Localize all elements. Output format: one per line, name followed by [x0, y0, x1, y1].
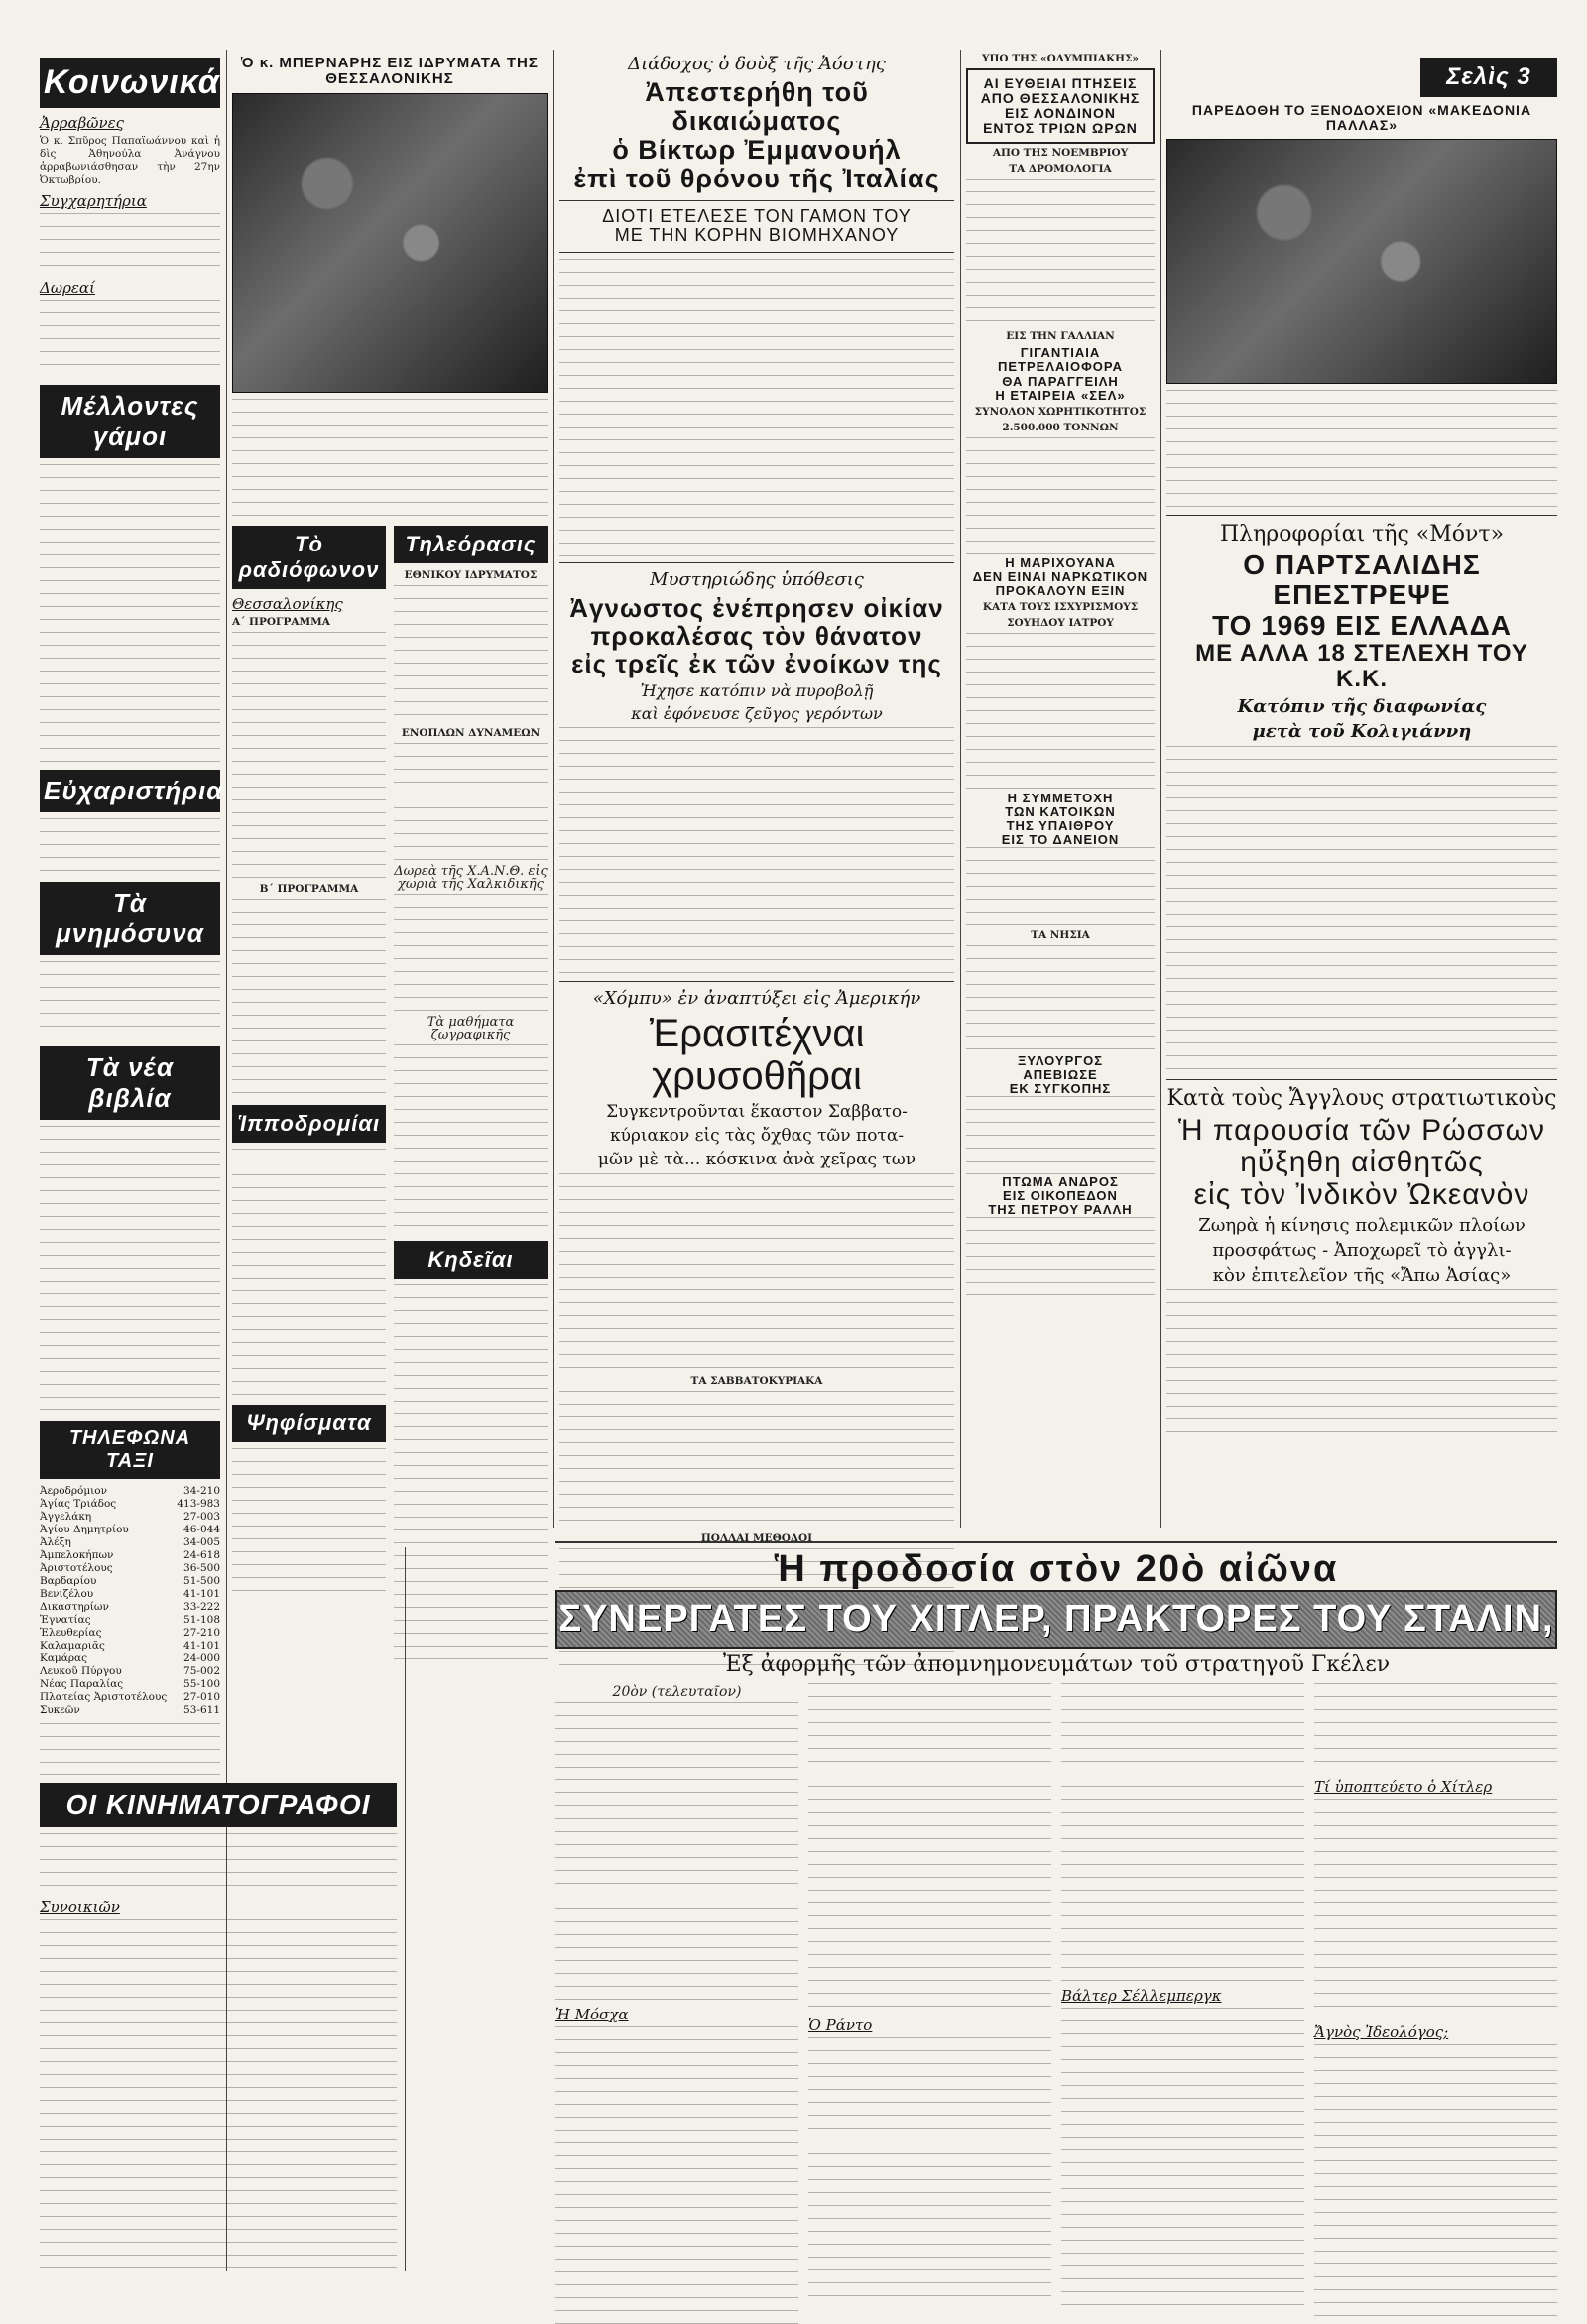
- taxi-stand-name: Ἀλέξη: [40, 1536, 71, 1548]
- taxi-stand-name: Ἀμπελοκήπων: [40, 1549, 114, 1561]
- fifth-column: [1166, 50, 1557, 1528]
- agnos-ideologos: Ἄγνὸς Ἰδεολόγος;: [1314, 2023, 1449, 2042]
- text-block: [1314, 2044, 1557, 2322]
- text-block: [1314, 1683, 1557, 1773]
- text-block: [966, 1096, 1155, 1175]
- hobby-kicker: «Χόμπυ» ἐν ἀναπτύξει εἰς Ἀμερικήν: [592, 987, 921, 1009]
- taxi-stand-number: 46-044: [183, 1524, 220, 1535]
- text-block: [40, 961, 220, 1039]
- taxi-stand-number: 53-611: [183, 1704, 220, 1716]
- makedonia-pallas-headline: ΠΑΡΕΔΟΘΗ ΤΟ ΞΕΝΟΔΟΧΕΙΟΝ «ΜΑΚΕΔΟΝΙΑ ΠΑΛΛΑΣ»: [1191, 102, 1532, 134]
- text-block: [1166, 390, 1557, 509]
- apo-noemvriou: ΑΠΟ ΤΗΣ ΝΟΕΜΒΡΙΟΥ: [992, 147, 1129, 160]
- bernaris-headline: Ὁ κ. ΜΠΕΡΝΑΡΗΣ ΕΙΣ ΙΔΡΥΜΑΤΑ ΤΗΣ ΘΕΣΣΑΛΟΝΙΚΗΣ: [241, 55, 539, 88]
- text-block: [559, 727, 954, 975]
- angloi-sub-2: προσφάτως - Ἀποχωρεῖ τὸ ἀγγλι-: [1212, 1239, 1512, 1261]
- doreai-title: Δωρεαί: [40, 279, 95, 297]
- taxi-stand-number: 33-222: [183, 1601, 220, 1613]
- sabbatokyriaka-subhead: ΤΑ ΣΑΒΒΑΤΟΚΥΡΙΑΚΑ: [690, 1375, 823, 1388]
- text-block: [559, 259, 954, 556]
- flights-line-3: ΕΙΣ ΛΟΝΔΙΝΟΝ: [1004, 105, 1117, 122]
- taxi-phone-row: [40, 1562, 220, 1575]
- mont-sub-2: μετὰ τοῦ Κολιγιάννη: [1252, 720, 1472, 742]
- taxi-phone-row: [40, 1485, 220, 1498]
- taxi-phone-row: [40, 1652, 220, 1665]
- flights-line-1: ΑΙ ΕΥΘΕΙΑΙ ΠΤΗΣΕΙΣ: [983, 75, 1138, 91]
- taxi-stand-name: Δικαστηρίων: [40, 1601, 109, 1613]
- taxi-phone-row: [40, 1549, 220, 1562]
- mystery-sub-2: καὶ ἐφόνευσε ζεῦγος γερόντων: [631, 703, 883, 723]
- taxi-stand-number: 27-003: [183, 1511, 220, 1523]
- ippodromies-banner: Ἱπποδρομίαι: [232, 1105, 386, 1143]
- ta-nisia: ΤΑ ΝΗΣΙΑ: [1031, 928, 1090, 941]
- hobby-sub-3: μῶν μὲ τὰ... κόσκινα ἀνὰ χεῖρας των: [597, 1150, 916, 1170]
- souidou: ΣΟΥΗΔΟΥ ΙΑΤΡΟΥ: [1007, 616, 1114, 629]
- taxi-phone-row: [40, 1498, 220, 1511]
- fourth-column: [966, 50, 1155, 1528]
- marichouana-2: ΔΕΝ ΕΙΝΑΙ ΝΑΡΚΩΤΙΚΟΝ: [972, 568, 1149, 584]
- taxi-phone-row: [40, 1575, 220, 1588]
- taxi-phone-row: [40, 1524, 220, 1536]
- taxi-stand-name: Συκεῶν: [40, 1704, 80, 1716]
- mosxa-subtitle: Ἡ Μόσχα: [555, 2006, 629, 2024]
- text-block: [966, 945, 1155, 1054]
- taxi-stand-name: Ἀγγελάκη: [40, 1511, 92, 1523]
- hitler-question: Τί ὑποπτεύετο ὁ Χίτλερ: [1314, 1778, 1493, 1797]
- angloi-headline-1: Ἡ παρουσία τῶν Ρώσσων: [1177, 1113, 1546, 1147]
- second-column: [232, 50, 548, 1775]
- text-block: [232, 1149, 386, 1397]
- text-block: [1061, 1683, 1304, 1981]
- episode-label: 20ὸν (τελευταῖον): [612, 1684, 742, 1701]
- arravones-title: Ἀρραβῶνες: [40, 114, 125, 132]
- mystery-sub-1: Ἠχησε κατόπιν νὰ πυροβολῇ: [640, 680, 874, 700]
- taxi-stand-name: Ἐγνατίας: [40, 1614, 91, 1626]
- mystery-headline-1: Ἀγνωστος ἐνέπρησεν οἰκίαν: [569, 592, 944, 623]
- text-block: [40, 300, 220, 377]
- mystery-headline-3: εἰς τρεῖς ἐκ τῶν ἐνοίκων της: [571, 648, 942, 678]
- victor-subhead-1: ΔΙΟΤΙ ΕΤΕΛΕΣΕ ΤΟΝ ΓΑΜΟΝ ΤΟΥ: [602, 205, 912, 226]
- mellontes-gamoi-banner: Μέλλοντες γάμοι: [40, 385, 220, 458]
- victor-headline-3: ἐπὶ τοῦ θρόνου τῆς Ἰταλίας: [573, 164, 940, 194]
- text-block: [1314, 1799, 1557, 2018]
- rado-subtitle: Ὁ Ράντο: [808, 2017, 873, 2035]
- kicker-aosta: Διάδοχος ὁ δοὺξ τῆς Ἀόστης: [628, 54, 886, 74]
- taxi-stand-number: 41-101: [183, 1588, 220, 1600]
- text-block: [40, 213, 220, 273]
- text-block: [40, 1833, 397, 1893]
- prodosia-feature: [555, 1535, 1557, 2324]
- text-block: [232, 399, 548, 518]
- radio-banner: Τὸ ραδιόφωνον: [232, 526, 386, 589]
- flights-line-4: ΕΝΤΟΣ ΤΡΙΩΝ ΩΡΩΝ: [983, 120, 1138, 137]
- mont-headline-1: Ο ΠΑΡΤΣΑΛΙΔΗΣ ΕΠΕΣΤΡΕΨΕ: [1243, 550, 1481, 611]
- taxi-stand-number: 27-210: [183, 1627, 220, 1639]
- dorea-xano: Δωρεὰ τῆς Χ.Α.Ν.Θ. εἰς χωριὰ τῆς Χαλκιδικῆς: [394, 864, 548, 893]
- symmetochi-1: Η ΣΥΜΜΕΤΟΧΗ: [1007, 790, 1114, 805]
- mont-kicker: Πληροφορίαι τῆς «Μόντ»: [1219, 522, 1505, 548]
- text-block: [966, 1217, 1155, 1306]
- marichouana-3: ΠΡΟΚΑΛΟΥΝ ΕΞΙΝ: [995, 582, 1126, 598]
- text-block: [1166, 746, 1557, 1073]
- programma-a: Α΄ ΠΡΟΓΡΑΜΜΑ: [232, 616, 330, 629]
- angloi-kicker: Κατὰ τοὺς Ἄγγλους στρατιωτικοὺς: [1166, 1085, 1557, 1111]
- galia-label: ΕΙΣ ΤΗΝ ΓΑΛΛΙΑΝ: [1006, 330, 1115, 343]
- olympiakis-label: ΥΠΟ ΤΗΣ «ΟΛΥΜΠΙΑΚΗΣ»: [981, 53, 1139, 64]
- third-column: [559, 50, 954, 1545]
- tilefona-taxi-banner: ΤΗΛΕΦΩΝΑ ΤΑΞΙ: [40, 1421, 220, 1479]
- symmetochi-2: ΤΩΝ ΚΑΤΟΙΚΩΝ: [1005, 803, 1116, 819]
- gigantiaia-4: Η ΕΤΑΙΡΕΙΑ «ΣΕΛ»: [995, 387, 1126, 403]
- makedonia-pallas-photo: [1166, 139, 1557, 384]
- taxi-phone-list: [40, 1485, 220, 1717]
- text-block: [966, 437, 1155, 556]
- text-block: [555, 2026, 798, 2324]
- text-block: [1061, 2008, 1304, 2305]
- mont-sub-1: Κατόπιν τῆς διαφωνίας: [1237, 695, 1487, 717]
- flights-line-2: ΑΠΟ ΘΕΣΣΑΛΟΝΙΚΗΣ: [980, 90, 1141, 107]
- ptoma-1: ΠΤΩΜΑ ΑΝΔΡΟΣ: [1002, 1173, 1119, 1189]
- taxi-stand-number: 41-101: [183, 1640, 220, 1651]
- synoikion-title: Συνοικιῶν: [40, 1898, 120, 1916]
- taxi-stand-name: Ἀεροδρόμιον: [40, 1485, 107, 1497]
- text-block: [40, 1919, 397, 2276]
- ethnikou-idrymatos: ΕΘΝΙΚΟΥ ΙΔΡΥΜΑΤΟΣ: [404, 569, 538, 582]
- mont-headline-3: ΜΕ ΑΛΛΑ 18 ΣΤΕΛΕΧΗ ΤΟΥ Κ.Κ.: [1195, 639, 1528, 692]
- thessaloniki-subtitle: Θεσσαλονίκης: [232, 595, 343, 614]
- polloi-methodoi-subhead: ΠΟΛΛΑΙ ΜΕΘΟΔΟΙ: [700, 1532, 813, 1545]
- prodosia-grey-banner: ΣΥΝΕΡΓΑΤΕΣ ΤΟΥ ΧΙΤΛΕΡ, ΠΡΑΚΤΟΡΕΣ ΤΟΥ ΣΤΑΛΙΝ,: [555, 1590, 1557, 1649]
- cinema-section: [40, 1775, 397, 2276]
- mnimosyna-banner: Τὰ μνημόσυνα: [40, 882, 220, 955]
- bernaris-photo: [232, 93, 548, 393]
- text-block: [394, 585, 548, 724]
- text-block: [808, 1683, 1051, 2011]
- kideia-banner: Κηδεῖαι: [394, 1241, 548, 1279]
- hobby-sub-2: κύριακον εἰς τὰς ὄχθας τῶν ποτα-: [609, 1126, 905, 1147]
- taxi-stand-number: 55-100: [183, 1678, 220, 1690]
- victor-headline-2: ὁ Βίκτωρ Ἐμμανουήλ: [612, 135, 902, 166]
- kinimatografoi-banner: ΟΙ ΚΙΝΗΜΑΤΟΓΡΑΦΟΙ: [40, 1783, 397, 1827]
- text-block: [808, 2037, 1051, 2305]
- flights-box: [966, 68, 1155, 144]
- taxi-phone-row: [40, 1511, 220, 1524]
- taxi-stand-name: Ἐλευθερίας: [40, 1627, 102, 1639]
- angloi-headline-2: ηὔξηθη αἰσθητῶς: [1240, 1146, 1484, 1179]
- marichouana-1: Η ΜΑΡΙΧΟΥΑΝΑ: [1005, 554, 1116, 570]
- taxi-stand-number: 27-010: [183, 1691, 220, 1703]
- text-block: [394, 1284, 548, 1671]
- taxi-phone-row: [40, 1691, 220, 1704]
- text-block: [232, 632, 386, 880]
- prodosia-title: Ἡ προδοσία στὸν 20ὸ αἰῶνα: [774, 1548, 1339, 1590]
- symmetochi-4: ΕΙΣ ΤΟ ΔΑΝΕΙΟΝ: [1001, 831, 1120, 847]
- angloi-sub-3: κὸν ἐπιτελεῖον τῆς «Ἄπω Ἀσίας»: [1212, 1264, 1512, 1285]
- victor-headline-1: Ἀπεστερήθη τοῦ δικαιώματος: [645, 77, 869, 137]
- xyloyrgos-3: ΕΚ ΣΥΓΚΟΠΗΣ: [1009, 1080, 1112, 1096]
- hobby-headline: Ἐρασιτέχναι χρυσοθῆραι: [649, 1011, 865, 1098]
- victor-subhead-2: ΜΕ ΤΗΝ ΚΟΡΗΝ ΒΙΟΜΗΧΑΝΟΥ: [614, 225, 900, 246]
- gigantiaia-3: ΘΑ ΠΑΡΑΓΓΕΙΛΗ: [1002, 373, 1119, 389]
- text-block: [40, 1126, 220, 1413]
- kata-tous: ΚΑΤΑ ΤΟΥΣ ΙΣΧΥΡΙΣΜΟΥΣ: [982, 600, 1139, 613]
- text-block: [232, 1448, 386, 1597]
- text-block: [40, 818, 220, 874]
- taxi-phone-row: [40, 1536, 220, 1549]
- sygcharitiria-title: Συγχαρητήρια: [40, 192, 147, 210]
- taxi-phone-row: [40, 1640, 220, 1652]
- symmetochi-3: ΤΗΣ ΥΠΑΙΘΡΟΥ: [1006, 817, 1115, 833]
- taxi-stand-name: Καλαμαριᾶς: [40, 1640, 105, 1651]
- taxi-stand-name: Καμάρας: [40, 1652, 87, 1664]
- mont-headline-2: ΤΟ 1969 ΕΙΣ ΕΛΛΑΔΑ: [1212, 609, 1512, 641]
- taxi-stand-name: Βαρδαρίου: [40, 1575, 97, 1587]
- programma-b: Β΄ ΠΡΟΓΡΑΜΜΑ: [259, 883, 359, 896]
- taxi-stand-number: 24-618: [183, 1549, 220, 1561]
- taxi-stand-name: Νέας Παραλίας: [40, 1678, 124, 1690]
- ptoma-3: ΤΗΣ ΠΕΤΡΟΥ ΡΑΛΛΗ: [988, 1201, 1133, 1217]
- ptoma-2: ΕΙΣ ΟΙΚΟΠΕΔΟΝ: [1003, 1187, 1118, 1203]
- text-block: [966, 633, 1155, 792]
- taxi-stand-number: 51-108: [183, 1614, 220, 1626]
- tonnoi: 2.500.000 ΤΟΝΝΩΝ: [1002, 421, 1119, 433]
- xyloyrgos-2: ΑΠΕΒΙΩΣΕ: [1023, 1066, 1098, 1082]
- xyloyrgos-1: ΞΥΛΟΥΡΓΟΣ: [1018, 1052, 1103, 1068]
- taxi-phone-row: [40, 1601, 220, 1614]
- taxi-stand-number: 24-000: [183, 1652, 220, 1664]
- dromologia: ΤΑ ΔΡΟΜΟΛΟΓΙΑ: [1009, 163, 1112, 176]
- taxi-phone-row: [40, 1627, 220, 1640]
- taxi-stand-number: 34-005: [183, 1536, 220, 1548]
- nea-vivlia-banner: Τὰ νέα βιβλία: [40, 1046, 220, 1120]
- taxi-stand-number: 413-983: [177, 1498, 220, 1510]
- text-block: [40, 464, 220, 762]
- psifismata-banner: Ψηφίσματα: [232, 1405, 386, 1442]
- koinonika-banner: Κοινωνικά: [40, 58, 220, 108]
- taxi-stand-number: 51-500: [183, 1575, 220, 1587]
- taxi-stand-name: Ἁγίας Τριάδος: [40, 1498, 117, 1510]
- text-block: [966, 179, 1155, 327]
- text-block: [559, 1391, 954, 1529]
- mathimata: Τὰ μαθήματα ζωγραφικῆς: [427, 1015, 515, 1043]
- taxi-stand-name: Ἀριστοτέλους: [40, 1562, 113, 1574]
- taxi-stand-number: 34-210: [183, 1485, 220, 1497]
- taxi-stand-name: Πλατείας Ἀριστοτέλους: [40, 1691, 168, 1703]
- text-block: [394, 1044, 548, 1233]
- arravones-text: Ὁ κ. Σπῦρος Παπαϊωάννου καὶ ἡ δὶς Ἀθηνούλα Ἀνάγνου ἀρραβωνιάσθησαν τὴν 27ην Ὀκτωβρίου.: [40, 135, 220, 185]
- text-block: [1166, 1289, 1557, 1438]
- text-block: [555, 1702, 798, 2000]
- taxi-stand-name: Βενιζέλου: [40, 1588, 94, 1600]
- text-block: [394, 743, 548, 862]
- taxi-phone-row: [40, 1678, 220, 1691]
- enoplon-dynameon: ΕΝΟΠΛΩΝ ΔΥΝΑΜΕΩΝ: [401, 727, 541, 740]
- taxi-stand-name: Λευκοῦ Πύργου: [40, 1665, 122, 1677]
- synolon: ΣΥΝΟΛΟΝ ΧΩΡΗΤΙΚΟΤΗΤΟΣ: [974, 405, 1147, 418]
- taxi-phone-row: [40, 1614, 220, 1627]
- tileorasis-banner: Τηλεόρασις: [394, 526, 548, 563]
- taxi-stand-name: Ἁγίου Δημητρίου: [40, 1524, 129, 1535]
- taxi-phone-row: [40, 1704, 220, 1717]
- mystery-kicker: Μυστηριώδης ὑπόθεσις: [650, 568, 864, 590]
- angloi-headline-3: εἰς τὸν Ἰνδικὸν Ὠκεανὸν: [1193, 1177, 1530, 1211]
- angloi-sub-1: Ζωηρὰ ἡ κίνησις πολεμικῶν πλοίων: [1198, 1214, 1526, 1236]
- text-block: [966, 847, 1155, 926]
- taxi-stand-number: 75-002: [183, 1665, 220, 1677]
- text-block: [559, 1173, 954, 1372]
- text-block: [394, 894, 548, 1013]
- taxi-phone-row: [40, 1588, 220, 1601]
- taxi-stand-number: 36-500: [183, 1562, 220, 1574]
- hobby-sub-1: Συγκεντροῦνται ἕκαστον Σαββατο-: [606, 1102, 908, 1123]
- page-number-banner: Σελὶς 3: [1420, 58, 1557, 97]
- taxi-phone-row: [40, 1665, 220, 1678]
- gigantiaia-1: ΓΙΓΑΝΤΙΑΙΑ: [1020, 345, 1101, 361]
- gigantiaia-2: ΠΕΤΡΕΛΑΙΟΦΟΡΑ: [997, 359, 1123, 375]
- walter-subtitle: Βάλτερ Σέλλεμπεργκ: [1061, 1987, 1222, 2006]
- mystery-headline-2: προκαλέσας τὸν θάνατον: [590, 620, 923, 651]
- eycharistiria-banner: Εὐχαριστήρια: [40, 770, 220, 812]
- prodosia-subtitle: Ἐξ ἀφορμῆς τῶν ἀπομνημονευμάτων τοῦ στρατηγοῦ Γκέλεν: [722, 1652, 1391, 1678]
- text-block: [232, 899, 386, 1097]
